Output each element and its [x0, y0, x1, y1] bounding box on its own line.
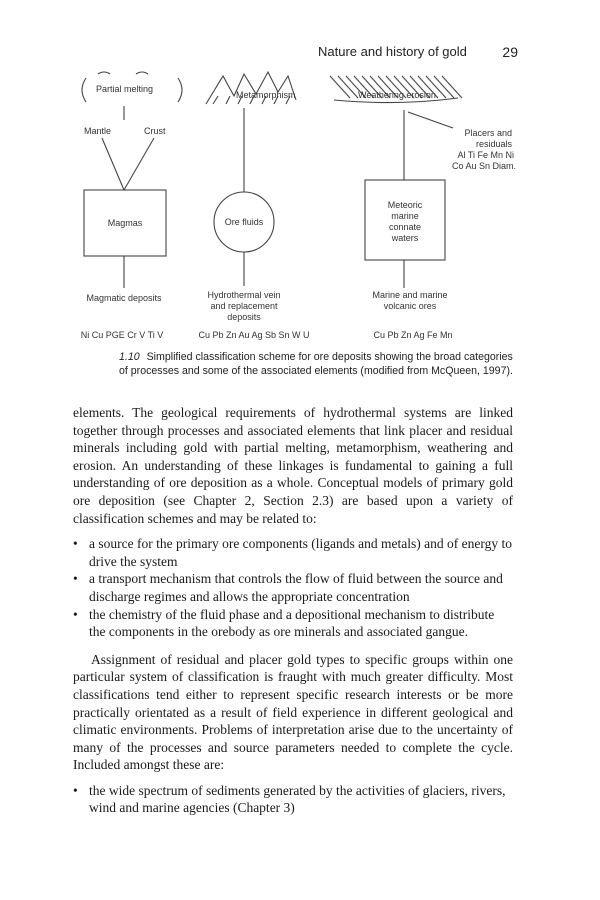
label-crust: Crust — [144, 126, 166, 136]
body-text — [73, 404, 513, 817]
ore-deposit-classification-figure — [78, 70, 522, 345]
label-weathering-erosion: Weathering erosion — [358, 90, 436, 100]
page-number: 29 — [502, 44, 518, 60]
figure-number: 1.10 — [119, 351, 140, 363]
bullet-list-2 — [73, 782, 513, 817]
label-magmas: Magmas — [107, 218, 143, 228]
hydrothermal-line-2: and replacement — [210, 301, 278, 311]
bullet-list-1 — [73, 535, 513, 641]
label-mantle: Mantle — [84, 126, 112, 136]
melting-squiggle — [98, 72, 148, 74]
elements-marine: Cu Pb Zn Ag Fe Mn — [373, 330, 453, 340]
caption-text: Simplified classification scheme for ore deposits showing the broad categories of processes and some of the associated elements (modified from McQueen, 1997). — [119, 351, 513, 377]
meteoric-line-4: waters — [391, 233, 419, 243]
paragraph-2: Assignment of residual and placer gold types to specific groups within one particular system of classification is fraught with much greater difficulty. Most classifications tend either to represent specific research interests or be more practically orientated as a result of field experience in different geological and climatic environments. Problems of interpretation arise due to the uncertainty of many of the processes and source parameters needed to complete the cycle. Included amongst these are: — [73, 651, 513, 773]
placers-line-4: Co Au Sn Diam. — [451, 161, 516, 171]
marine-line-2: volcanic ores — [383, 301, 437, 311]
running-head-title: Nature and history of gold — [318, 44, 467, 59]
mantle-to-magmas — [102, 138, 124, 190]
weathering-to-placers — [408, 112, 453, 128]
paragraph-1: elements. The geological requirements of hydrothermal systems are linked together through processes and associated elements that link placer and residual minerals including gold with partial melting, metamorphism, weathering and erosion. An understanding of these linkages is fundamental to gaining a full understanding of ore deposition as a whole. Conceptual models of primary gold ore deposition (see Chapter 2, Section 2.3) are based upon a variety of classification schemes and may be related to: — [73, 405, 513, 526]
bullet-item: • the wide spectrum of sediments generated by the activities of glaciers, rivers, wind and marine agencies (Chapter 3) — [73, 782, 513, 817]
figure-caption — [119, 351, 519, 378]
placers-line-1: Placers and — [464, 128, 512, 138]
partial-melting-bracket-left — [82, 78, 86, 102]
hydrothermal-line-3: deposits — [227, 312, 261, 322]
marine-line-1: Marine and marine — [372, 290, 448, 300]
partial-melting-bracket-right — [178, 78, 182, 102]
placers-line-2: residuals — [475, 139, 512, 149]
bullet-item: • a source for the primary ore components (ligands and metals) and of energy to drive the system — [73, 535, 513, 570]
label-magmatic-deposits: Magmatic deposits — [86, 293, 162, 303]
hydrothermal-line-1: Hydrothermal vein — [207, 290, 281, 300]
meteoric-line-3: connate — [388, 222, 422, 232]
bullet-item: • the chemistry of the fluid phase and a depositional mechanism to distribute the components in the orebody as ore minerals and associated gangue. — [73, 606, 513, 641]
meteoric-line-2: marine — [391, 211, 419, 221]
elements-hydrothermal: Cu Pb Zn Au Ag Sb Sn W U — [198, 330, 310, 340]
meteoric-line-1: Meteoric — [387, 200, 423, 210]
label-partial-melting: Partial melting — [96, 84, 154, 94]
label-ore-fluids: Ore fluids — [224, 217, 264, 227]
bullet-item: • a transport mechanism that controls the flow of fluid between the source and discharge regimes and allows the appropriate concentration — [73, 570, 513, 605]
crust-to-magmas — [124, 138, 154, 190]
elements-magmatic: Ni Cu PGE Cr V Ti V — [80, 330, 164, 340]
placers-line-3: Al Ti Fe Mn Ni — [457, 150, 514, 160]
label-metamorphism: Metamorphism — [236, 90, 296, 100]
